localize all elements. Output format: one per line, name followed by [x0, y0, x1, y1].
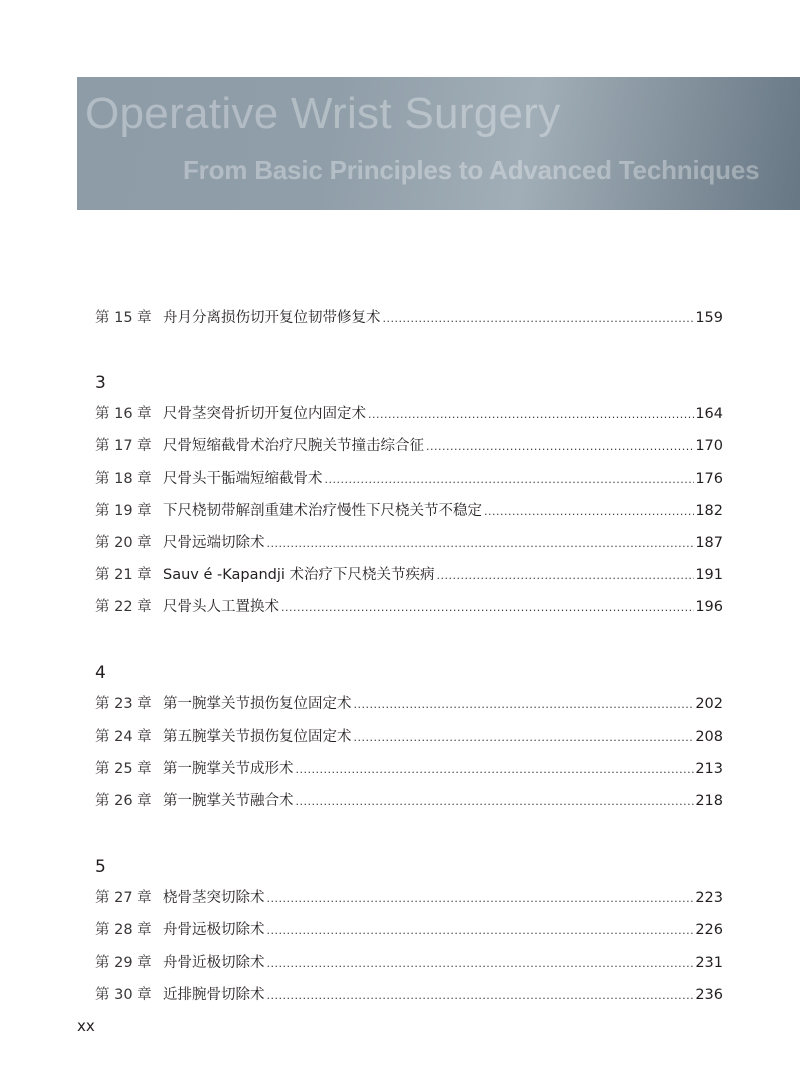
- dot-leader: [281, 597, 694, 619]
- dot-leader: [267, 953, 695, 975]
- chapter-number: 第 15 章: [95, 310, 152, 326]
- chapter-title: 尺骨茎突骨折切开复位内固定术: [163, 406, 366, 422]
- chapter-number: 第 27 章: [95, 890, 152, 906]
- page-folio: xx: [77, 1017, 95, 1035]
- section-heading: 4: [95, 663, 106, 683]
- page-number: 176: [695, 471, 723, 487]
- toc-entry[interactable]: [95, 790, 723, 812]
- toc-entry[interactable]: [95, 952, 723, 974]
- dot-leader: [484, 501, 694, 523]
- chapter-title: 近排腕骨切除术: [163, 987, 265, 1003]
- dot-leader: [267, 888, 695, 910]
- toc-entry[interactable]: [95, 596, 723, 618]
- toc-entry[interactable]: [95, 726, 723, 748]
- chapter-number: 第 26 章: [95, 793, 152, 809]
- page-number: 191: [695, 567, 723, 583]
- chapter-title: 尺骨短缩截骨术治疗尺腕关节撞击综合征: [163, 438, 424, 454]
- dot-leader: [437, 565, 695, 587]
- toc-entry[interactable]: [95, 693, 723, 715]
- toc-entry[interactable]: [95, 919, 723, 941]
- toc-entry[interactable]: [95, 403, 723, 425]
- chapter-number: 第 30 章: [95, 987, 152, 1003]
- chapter-title: 下尺桡韧带解剖重建术治疗慢性下尺桡关节不稳定: [163, 503, 482, 519]
- dot-leader: [296, 791, 695, 813]
- page-number: 218: [695, 793, 723, 809]
- page-number: 213: [695, 761, 723, 777]
- page-number: 159: [695, 310, 723, 326]
- page-number: 208: [695, 729, 723, 745]
- dot-leader: [354, 727, 695, 749]
- toc-entry[interactable]: [95, 984, 723, 1006]
- toc-entry[interactable]: [95, 532, 723, 554]
- chapter-number: 第 18 章: [95, 471, 152, 487]
- book-title: Operative Wrist Surgery: [85, 89, 561, 138]
- page-number: 231: [695, 955, 723, 971]
- chapter-number: 第 21 章: [95, 567, 152, 583]
- dot-leader: [267, 985, 695, 1007]
- chapter-title: Sauv é -Kapandji 术治疗下尺桡关节疾病: [163, 567, 435, 583]
- toc-entry[interactable]: [95, 758, 723, 780]
- page-number: 223: [695, 890, 723, 906]
- toc-entry[interactable]: [95, 468, 723, 490]
- dot-leader: [325, 469, 695, 491]
- dot-leader: [267, 533, 695, 555]
- dot-leader: [426, 436, 694, 458]
- dot-leader: [368, 404, 694, 426]
- chapter-number: 第 29 章: [95, 955, 152, 971]
- chapter-number: 第 19 章: [95, 503, 152, 519]
- chapter-number: 第 22 章: [95, 599, 152, 615]
- toc-entry[interactable]: [95, 500, 723, 522]
- toc-entry[interactable]: [95, 307, 723, 329]
- chapter-number: 第 16 章: [95, 406, 152, 422]
- dot-leader: [383, 308, 695, 330]
- section-heading: 3: [95, 373, 106, 393]
- page-number: 187: [695, 535, 723, 551]
- chapter-title: 第一腕掌关节损伤复位固定术: [163, 696, 352, 712]
- page-number: 202: [695, 696, 723, 712]
- chapter-title: 第一腕掌关节融合术: [163, 793, 294, 809]
- dot-leader: [267, 920, 695, 942]
- page-number: 164: [695, 406, 723, 422]
- chapter-title: 第五腕掌关节损伤复位固定术: [163, 729, 352, 745]
- chapter-number: 第 28 章: [95, 922, 152, 938]
- chapter-title: 尺骨头干骺端短缩截骨术: [163, 471, 323, 487]
- book-subtitle: From Basic Principles to Advanced Techniques: [183, 155, 760, 185]
- chapter-title: 舟骨远极切除术: [163, 922, 265, 938]
- chapter-title: 舟骨近极切除术: [163, 955, 265, 971]
- toc-entry[interactable]: [95, 887, 723, 909]
- page-number: 226: [695, 922, 723, 938]
- page-number: 170: [695, 438, 723, 454]
- page-number: 196: [695, 599, 723, 615]
- toc-entry[interactable]: [95, 435, 723, 457]
- chapter-title: 尺骨远端切除术: [163, 535, 265, 551]
- dot-leader: [354, 694, 695, 716]
- page-number: 236: [695, 987, 723, 1003]
- dot-leader: [296, 759, 695, 781]
- chapter-number: 第 24 章: [95, 729, 152, 745]
- chapter-title: 舟月分离损伤切开复位韧带修复术: [163, 310, 381, 326]
- chapter-number: 第 17 章: [95, 438, 152, 454]
- chapter-title: 桡骨茎突切除术: [163, 890, 265, 906]
- chapter-title: 第一腕掌关节成形术: [163, 761, 294, 777]
- toc-entry[interactable]: [95, 564, 723, 586]
- chapter-title: 尺骨头人工置换术: [163, 599, 279, 615]
- chapter-number: 第 23 章: [95, 696, 152, 712]
- chapter-number: 第 20 章: [95, 535, 152, 551]
- chapter-number: 第 25 章: [95, 761, 152, 777]
- section-heading: 5: [95, 857, 106, 877]
- page-number: 182: [695, 503, 723, 519]
